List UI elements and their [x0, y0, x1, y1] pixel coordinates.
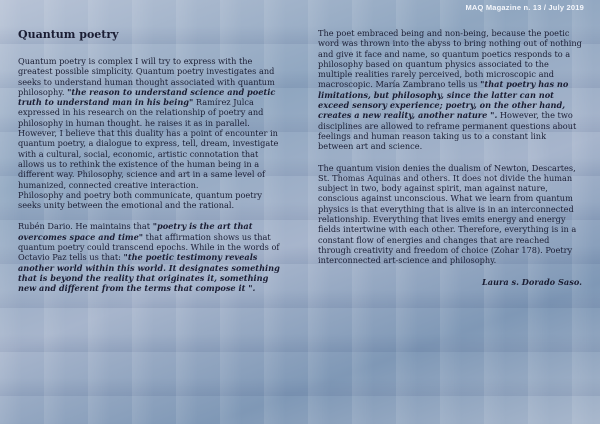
magazine-header: MAQ Magazine n. 13 / July 2019 — [465, 3, 584, 12]
intro-text-cont: Ramírez Julca expressed in his research on the relationship of poetry and philosophy in human thought. he raises it as in parallel. — [18, 97, 264, 128]
right-column — [318, 28, 582, 287]
quote-zambrano: "that poetry has no limitations, but philosophy, since the latter can not exceed sensory experience; poetry, on the other hand, creates a new reality, another nature ". — [318, 79, 569, 121]
duality-text: However, I believe that this duality has a point of encounter in quantum poetry, a dialogue to express, tell, dream, investigate with a cultural, social, economic, artistic connotation that allows us to rethink the existence of the human being in a different way. Philosophy, science and art in a same level of humanized, connected creative interaction. — [18, 128, 279, 190]
author-signature: Laura s. Dorado Saso. — [481, 276, 582, 287]
intro-text: Quantum poetry is complex I will try to express with the greatest possible simplicity. Quantum poetry investigates and seeks to understand human thought associated with quantum philosophy. — [18, 56, 275, 97]
dario-text: Rubén Dario. He maintains that — [18, 221, 153, 232]
poet-text: The poet embraced being and non-being, because the poetic word was thrown into the abyss to bring nothing out of nothing and give it face and name, so quantum poetics responds to a philosophy based on quantum physics associated to the multiple realities rarely perceived, both microscopic and macroscopic. María Zambrano tells us — [318, 28, 582, 90]
poet-text-cont: However, the two disciplines are allowed to reframe permanent questions about feelings and human reason taking us to a constant link between art and science. — [318, 110, 577, 152]
quote-dario: "poetry is the art that overcomes space and time" — [18, 221, 253, 242]
dario-text-cont: that affirmation shows us that quantum poetry could transcend epochs. While in the words of Octavio Paz tells us that: — [18, 231, 280, 263]
paragraph-poet — [318, 28, 582, 152]
article-title: Quantum poetry — [18, 28, 119, 41]
quote-reason: "the reason to understand science and poetic truth to understand man in his being" — [18, 86, 276, 108]
left-column — [18, 28, 282, 305]
paragraph-quantum-vision: The quantum vision denies the dualism of Newton, Descartes, St. Thomas Aquinas and others. It does not divide the human subject in two, body against spirit, man against nature, conscious against unconscious. What we learn from quantum physics is that everything that is alive is in an interconnected relationship. Everything that lives emits energy and energy fields intertwine with each other. Therefore, everything is in a constant flow of energies and changes that are reached through creativity and freedom of choice (Zohar 178). Poetry interconnected art-science and philosophy. — [318, 162, 577, 266]
unity-text: Philosophy and poetry both communicate, quantum poetry seeks unity between the emotional and the rational. — [18, 189, 263, 211]
quote-paz: "the poetic testimony reveals another world within this world. It designates something that is beyond the reality that originates it, something new and different from the terms that compose it ". — [18, 252, 280, 294]
paragraph-intro — [18, 56, 282, 210]
paragraph-dario — [18, 221, 282, 293]
